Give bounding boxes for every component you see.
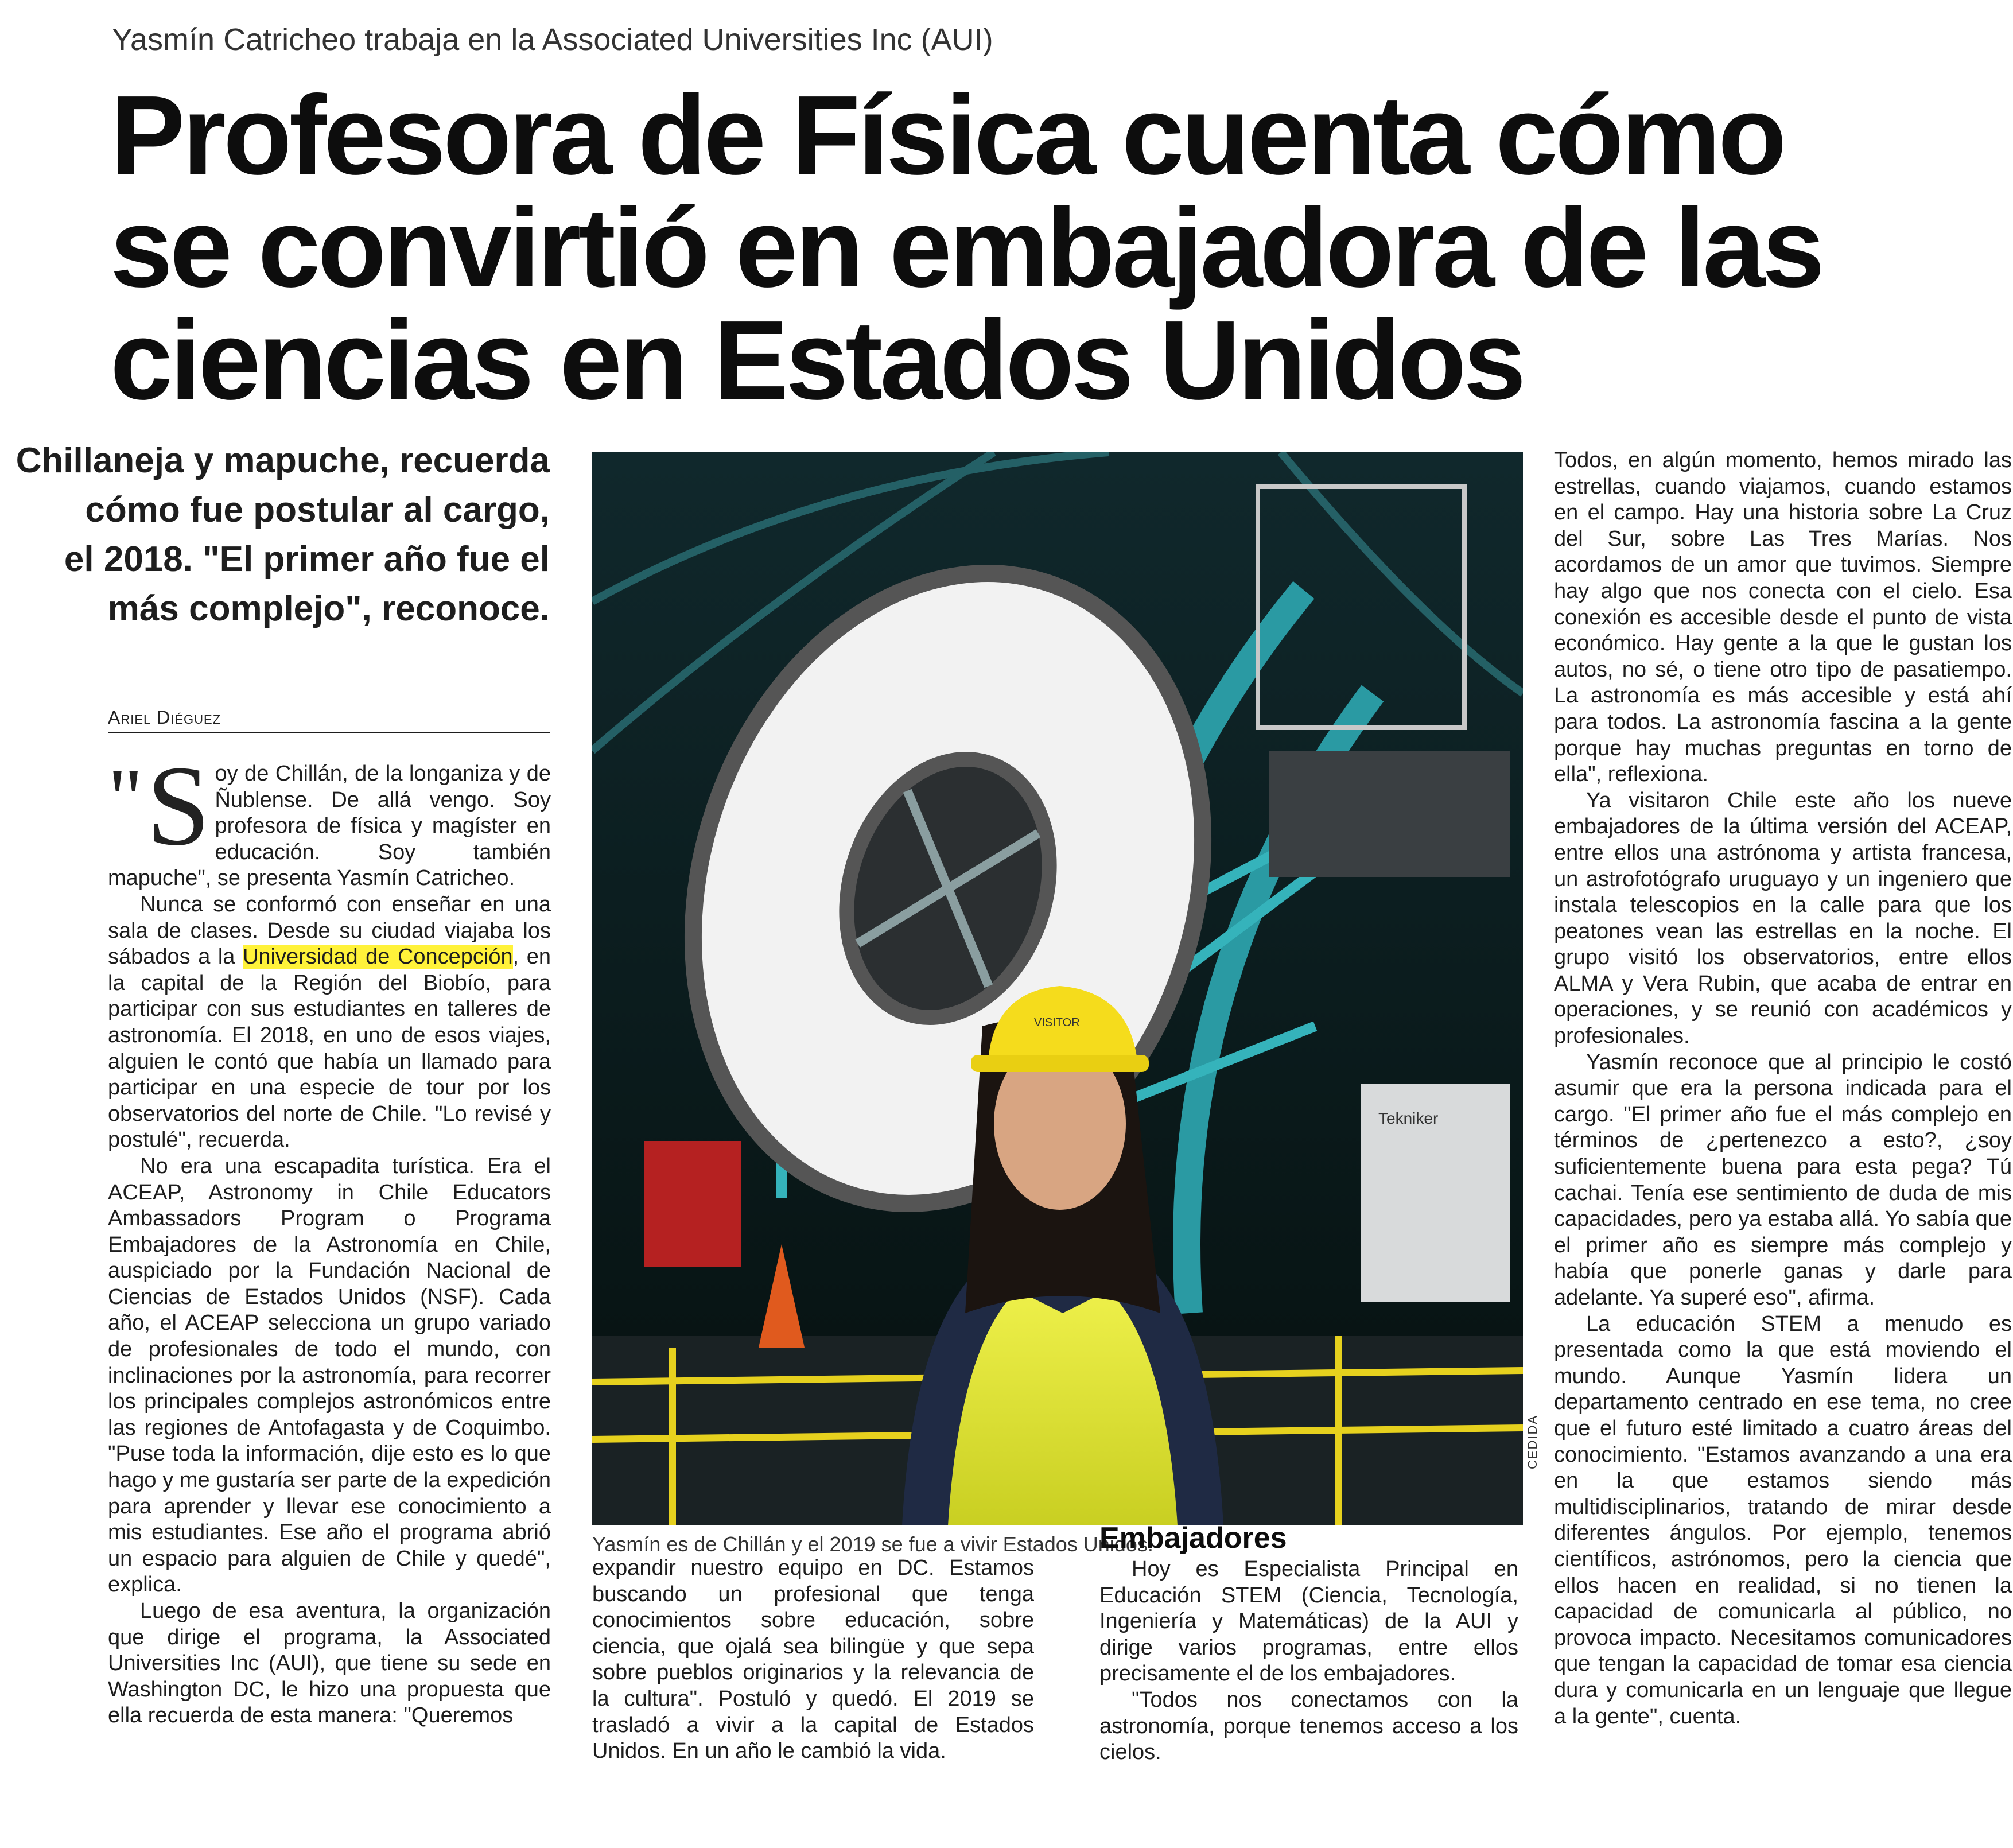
headline [110,72,1822,423]
paragraph-6: Hoy es Especialista Principal en Educación STEM (Ciencia, Tecnología, Ingeniería y Matemáticas) de la AUI y dirige varios programas, entre ellos precisamente el de los embajadores. [1099,1557,1518,1686]
deck-line-2: cómo fue postular al cargo, [85,490,550,530]
helmet-text: VISITOR [1034,1016,1080,1029]
headline-line-3: ciencias en Estados Unidos [110,297,1524,423]
paragraph-9: Ya visitaron Chile este año los nueve embajadores de la última versión del ACEAP, entre ellos una astrónoma y artista francesa, un astrofotógrafo uruguayo y un ingeniero que instala telescopios en la calle para que los peatones vean las estrellas en la noche. El grupo visitó los observatorios, entre ellos ALMA y Vera Rubin, que acaba de entrar en operaciones, y se reunió con académicos y profesionales. [1554,788,2012,1049]
highlighted-university: Universidad de Concepción [242,945,513,969]
deck-line-4: más complejo", reconoce. [107,589,550,628]
paragraph-1-text: oy de Chillán, de la longaniza y de Ñublense. De allá vengo. Soy profesora de física y magíster en educación. Soy también mapuche", se presenta Yasmín Catricheo. [108,762,551,891]
paragraph-8: Todos, en algún momento, hemos mirado las estrellas, cuando viajamos, cuando estamos en el campo. Hay una historia sobre La Cruz del Sur, sobre Las Tres Marías. Nos acordamos de un amor que tuvimos. Siempre hay algo que nos conecta con el cielo. Esa conexión es accesible desde el punto de vista económico. Hay gente a la que le gustan los autos, no sé, o tiene otro tipo de pasatiempo. La astronomía es más accesible y está ahí para todos. La astronomía fascina a la gente porque hay muchas preguntas en torno de ella", reflexiona. [1554,448,2012,787]
body-column-3 [1099,1556,1518,1843]
subhead-embajadores: Embajadores [1099,1521,1287,1555]
paragraph-3: No era una escapadita turística. Era el ACEAP, Astronomy in Chile Educators Ambassadors Program o Programa Embajadores de la Astronomía en Chile, auspiciado por la Fundación Nacional de Ciencias de Estados Unidos (NSF). Cada año, el ACEAP selecciona un grupo variado de profesionales de todo el mundo, con inclinaciones por la astronomía, para recorrer los principales complejos astronómicos entre las regiones de Antofagasta y de Coquimbo. "Puse toda la información, dije esto es lo que hago y me gustaría ser parte de la expedición para aprender y llevar ese conocimiento a mis estudiantes. Ese año el programa abrió un espacio para alguien de Chile y quedé", explica. [108,1154,551,1597]
paragraph-7: "Todos nos conectamos con la astronomía, porque tenemos acceso a los cielos. [1099,1687,1518,1765]
headline-line-2: se convirtió en embajadora de las [110,185,1822,310]
paragraph-11: La educación STEM a menudo es presentada como la que está moviendo el mundo. Aunque Yasmín lidera un departamento centrado en ese tema, no cree que el futuro esté limitado a cuatro áreas del conocimiento. "Estamos avanzando a una era en la que estamos siendo más multidisciplinarios, tratando de mirar desde diferentes ángulos. Por ejemplo, tenemos científicos, astrónomos, pero la ciencia que ellos hacen en realidad, si no tienen la capacidad de comunicarla al público, no provoca impacto. Necesitamos comunicadores que tengan la capacidad de tomar esa ciencia dura y comunicarla en un lenguaje que llegue a la gente", cuenta. [1554,1311,2012,1729]
article-photo [592,452,1523,1525]
telescope-photo-illustration [592,452,1523,1525]
equipment-sign-text: Tekniker [1378,1109,1439,1127]
paragraph-2-text-a: Nunca se conformó con enseñar en una sala de clases. Desde su ciudad viajaba los sábados a la [108,892,551,969]
deck-line-1: Chillaneja y mapuche, recuerda [15,441,550,480]
body-column-4 [1554,448,2012,1846]
paragraph-2-text-b: , en la capital de la Región del Biobío, para participar con sus estudiantes en talleres de astronomía. El 2018, en uno de esos viajes, alguien le contó que había un llamado para participar en una especie de tour por los observatorios del norte de Chile. "Lo revisé y postulé", recuerda. [108,945,551,1152]
paragraph-2 [108,892,551,1154]
byline: Ariel Diéguez [108,707,550,733]
paragraph-4: Luego de esa aventura, la organización que dirige el programa, la Associated Universities Inc (AUI), que tiene su sede en Washington DC, le hizo una propuesta que ella recuerda de esta manera: "Queremos [108,1599,551,1728]
drop-cap: S [146,761,211,869]
deck [0,436,550,634]
headline-line-1: Profesora de Física cuenta cómo [110,72,1784,198]
paragraph-1 [108,761,551,892]
paragraph-10: Yasmín reconoce que al principio le costó asumir que era la persona indicada para el cargo. "El primer año fue el más complejo en términos de ¿pertenezco a esto?, ¿soy suficientemente buena para esta pega? Tú cachai. Tenía ese sentimiento de duda de mis capacidades, pero ya estaba allá. Yo sabía que el primer año es siempre más complejo y había que ponerle ganas y darle para adelante. Ya superé eso", afirma. [1554,1050,2012,1310]
deck-line-3: el 2018. "El primer año fue el [64,539,550,579]
photo-caption: Yasmín es de Chillán y el 2019 se fue a vivir Estados Unidos. [592,1532,1153,1556]
opening-quote: " [108,761,143,847]
kicker: Yasmín Catricheo trabaja en la Associated Universities Inc (AUI) [112,22,993,57]
paragraph-5: expandir nuestro equipo en DC. Estamos buscando un profesional que tenga conocimientos sobre educación, sobre ciencia, que ojalá sea bilingüe y que sepa sobre pueblos originarios y la relevancia de la cultura". Postuló y quedó. El 2019 se trasladó a vivir a la capital de Estados Unidos. En un año le cambió la vida. [592,1556,1034,1764]
body-column-2 [592,1555,1034,1848]
body-column-1 [108,761,551,1840]
photo-credit: CEDIDA [1525,1414,1540,1469]
